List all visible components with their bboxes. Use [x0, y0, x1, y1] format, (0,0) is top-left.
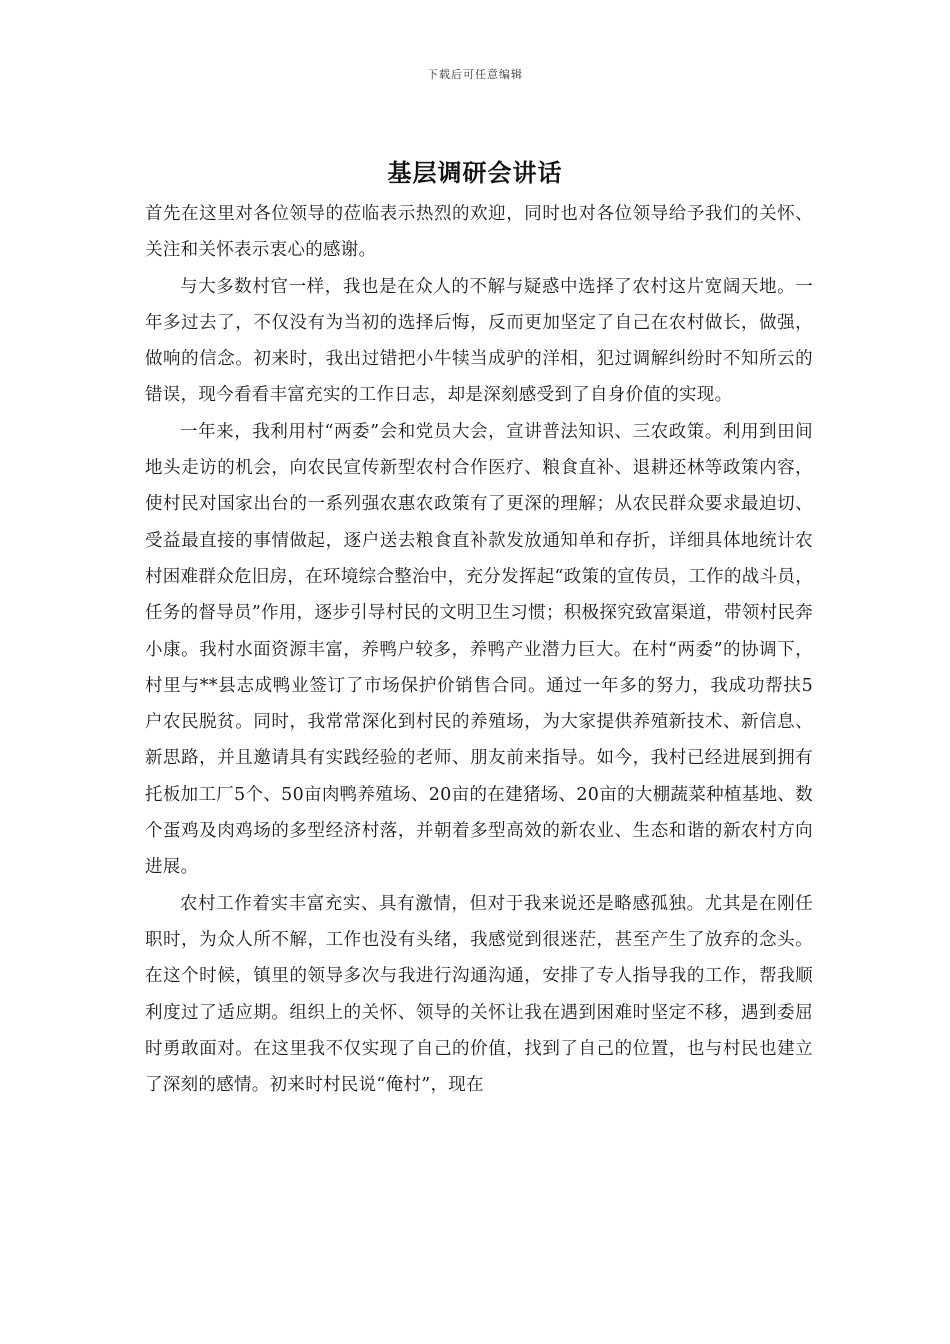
paragraph-4: 农村工作着实丰富充实、具有激情，但对于我来说还是略感孤独。尤其是在刚任职时，为众人所不解，工作也没有头绪，我感觉到很迷茫，甚至产生了放弃的念头。在这个时候，镇里的领导多次与我进行沟通沟通，安排了专人指导我的工作，帮我顺利度过了适应期。组织上的关怀、领导的关怀让我在遇到困难时坚定不移，遇到委屈时勇敢面对。在这里我不仅实现了自己的价值，找到了自己的位置，也与村民也建立了深刻的感情。初来时村民说“俺村”，现在 — [145, 893, 813, 1096]
page-title: 基层调研会讲话 — [387, 158, 563, 187]
paragraph-1: 首先在这里对各位领导的莅临表示热烈的欢迎，同时也对各位领导给予我们的关怀、关注和关怀表示衷心的感谢。 — [145, 204, 813, 261]
document-body — [145, 196, 813, 1103]
paragraph-2: 与大多数村官一样，我也是在众人的不解与疑惑中选择了农村这片宽阔天地。一年多过去了，不仅没有为当初的选择后悔，反而更加坚定了自己在农村做长，做强，做响的信念。初来时，我出过错把小牛犊当成驴的洋相，犯过调解纠纷时不知所云的错误，现今看看丰富充实的工作日志，却是深刻感受到了自身价值的实现。 — [145, 276, 813, 406]
header-note: 下载后可任意编辑 — [427, 68, 523, 81]
paragraph-3: 一年来，我利用村“两委”会和党员大会，宣讲普法知识、三农政策。利用到田间地头走访的机会，向农民宣传新型农村合作医疗、粮食直补、退耕还林等政策内容，使村民对国家出台的一系列强农惠农政策有了更深的理解；从农民群众要求最迫切、受益最直接的事情做起，逐户送去粮食直补款发放通知单和存折，详细具体地统计农村困难群众危旧房，在环境综合整治中，充分发挥起“政策的宣传员，工作的战斗员，任务的督导员”作用，逐步引导村民的文明卫生习惯；积极探究致富渠道，带领村民奔小康。我村水面资源丰富，养鸭户较多，养鸭产业潜力巨大。在村“两委”的协调下，村里与**县志成鸭业签订了市场保护价销售合同。通过一年多的努力，我成功帮扶5户农民脱贫。同时，我常常深化到村民的养殖场，为大家提供养殖新技术、新信息、新思路，并且邀请具有实践经验的老师、朋友前来指导。如今，我村已经进展到拥有托板加工厂5个、50亩肉鸭养殖场、20亩的在建猪场、20亩的大棚蔬菜种植基地、数个蛋鸡及肉鸡场的多型经济村落，并朝着多型高效的新农业、生态和谐的新农村方向进展。 — [145, 421, 813, 878]
